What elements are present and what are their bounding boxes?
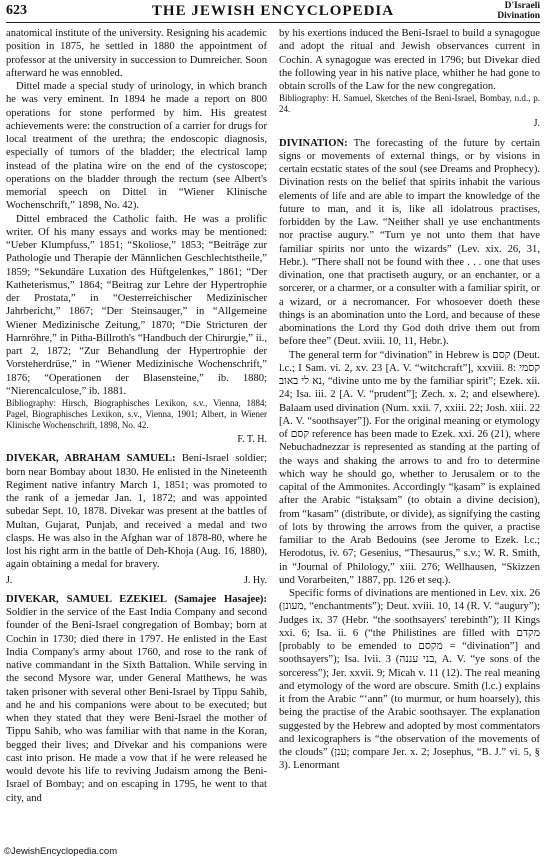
author-signature — [6, 574, 267, 587]
paragraph: Dittel embraced the Catholic faith. He was a prolific writer. Of his many essays and works may be mentioned: “Ueber Klumpfuss,” 1851; “Skoliose,” 1853; “Beiträge zur Pathologie und Therapie der Männlichen Geschlechtstheile,” 1859; “Sekundäre Luxation des Hüftgelenkes,” 1861; “Der Katheterismus,” 1864; “Beitrag zur Lehre der Hypertrophie der Prostata,” in “Oesterreichischer Medizinischer Jahrbericht,” 1867; “Der Steinsauger,” in “Allgemeine Wiener Medizinische Zeitung,” 1870; “Die Stricturen der Harnröhre,” in Pitha-Billroth's “Handbuch der Chirurgie,” ii., part 2, 1872; “Zur Behandlung der Hypertrophie der Vorsteherdrüse,” in “Wiener Medizinische Wochenschrift,” 1876; “Operationen der Blasensteine,” ib. 1880; “Nierencalculose,” ib. 1881. — [6, 213, 267, 397]
article-body: The forecasting of the future by certain signs or movements of external things, or by visions in certain ecstatic states of the soul (see Dreams and Prophecy). Divination rests on the belief that spirits inhabit the various elements of life and are able to impart the knowledge of the future to man, and it is, like all idolatrous practises, forbidden by the Law. “Neither shall ye use enchantments nor practise augury.” “Turn ye not unto them that have familiar spirits nor unto the wizards” (Lev. xix. 26, 31, Hebr.). “There shall not be found with thee . . . one that uses divination, one that practiseth augury, or an enchanter, or a sorcerer, or a charmer, or a consulter with a familiar spirit, or a wizard, or a necromancer. For whosoever doeth these things is an abomination unto the Lord, and because of these abominations the Lord thy God doth drive them out from before thee” (Deut. xviii. 10, 11, Hebr.). — [279, 137, 540, 348]
author-signature: J. — [533, 118, 540, 130]
paragraph: Dittel made a special study of urinology, in which branch he was very eminent. In 1894 he made a report on 800 operations for stone performed by him. His greatest achievements were: the construction of a carrier for drugs for local treatment of the urethra; the endoscopic diagnosis, especially of tumors of the bladder; the electrical lamp instead of the platina wire on the end of the cystoscope; operations on the bladder through the rectum (see Albert's memorial speech on Dittel in “Wiener Klinische Wochenschrift,” 1898, No. 42). — [6, 81, 267, 212]
guide-word-first: D'Israeli — [504, 1, 540, 11]
paragraph: The general term for “divination” in Hebrew is קסם (Deut. l.c.; I Sam. vi. 2, xv. 23 [A. V. “witchcraft”], xxviii. 8: קסמי נא לי באוב, “divine unto me by the familiar spirit”; Ezek. xii. 24; Isa. iii. 2 [A. V. “prudent”]; Zech. x. 2; and elsewhere). Balaam used divination (Num. xxii. 7, xxiii. 22; Josh. xiii. 22 [A. V. “soothsayer”]). For the original meaning or etymology of קסם reference has been made to Ezek. xxi. 26 (21), where Nebuchadnezzar is represented as standing at the parting of the ways and shaking the arrows to and fro to determine which way he should go, whether to Jerusalem or to the capital of the Ammonites. Accordingly “ḳasam” is explained after the Arabic “istaḳsam” (to obtain a divine decision), from “kasam” (distribute, or divide), as signifying the casting of lots by throwing the arrows from the quiver, a practise familiar to the Arab Bedouins (see Jerome to Ezek. l.c.; Herodotus, iv. 67; Gesenius, “Thesaurus,” s.v.; W. R. Smith, in “Journal of Philology,” xiii. 276; Wellhausen, “Skizzen und Vorarbeiten,” 1887, pp. 126 et seq.). — [279, 349, 540, 586]
signature-left: J. — [6, 574, 13, 586]
bibliography: Bibliography: Hirsch, Biographisches Lexikon, s.v., Vienna, 1884; Pagel, Biographisches Lexikon, s.v., Vienna, 1901; Albert, in Wiener Klinische Wochenschrift, 1898, No. 42. — [6, 398, 267, 430]
article-heading: DIVINATION: — [279, 137, 348, 149]
running-title: THE JEWISH ENCYCLOPEDIA — [151, 3, 395, 19]
article-entry — [6, 593, 267, 805]
article-entry — [6, 452, 267, 571]
left-column — [6, 27, 267, 839]
paragraph: by his exertions induced the Beni-Israel to build a synagogue and adopt the ritual and Jewish observances current in Cochin. A synagogue was erected in 1796; but Divekar died the following year in his native place, whither he had gone to obtain scrolls of the Law for the new congregation. — [279, 28, 540, 92]
page-number: 623 — [6, 3, 27, 18]
right-column — [279, 27, 540, 839]
bibliography: Bibliography: H. Samuel, Sketches of the Beni-Israel, Bombay, n.d., p. 24. — [279, 93, 540, 115]
paragraph: Specific forms of divinations are mentioned in Lev. xix. 26 (מעונן, “enchantments”); Deut. xviii. 10, 14 (R. V. “augury”); Judges ix. 37 (Hebr. “the soothsayers' terebinth”); II Kings xxi. 6; Isa. ii. 6 (“the Philistines are filled with מקדם [probably to be emended to מקסם = “divination”] and soothsayers”); Isa. lvii. 3 (בני עננה, A. V. “ye sons of the sorceress”); Jer. xxvii. 9; Micah v. 11 (12). The real meaning and etymology of the word are obscure. Smith (l.c.) explains it from the Arabic “‘ann” (to murmur, or hum hoarsely), this being the practise of the Arabic soothsayer. The explanation suggested by the Hebrew and adopted by most commentators and lexicographers is “the observation of the movements of the clouds” (ענן; compare Jer. x. 2; Josephus, “B. J.” vi. 5, § 3). Lenormant — [279, 588, 540, 772]
article-entry — [279, 137, 540, 349]
guide-word-last: Divination — [497, 11, 540, 21]
header-rule — [6, 22, 540, 23]
paragraph: anatomical institute of the university. Resigning his academic position in 1875, he settled in 1880 the appointment of professor at the university in succession to Dumreicher. Soon afterward he was ennobled. — [6, 28, 267, 79]
guide-words — [497, 1, 540, 21]
article-body: Beni-Israel soldier; born near Bombay about 1830. He enlisted in the Nineteenth Regiment native infantry March 1, 1851; was promoted to the rank of a jemedar Jan. 1, 1872; and was appointed subedar Sept. 10, 1878. Divekar was present at the battles of Multan, Gujarat, Punjab, and received a medal and two clasps. He was also in the Afghan war of 1878-80, where he lost his right arm in the battle of Deh-Khoja (Aug. 16, 1880), again obtaining a medal for bravery. — [6, 453, 267, 571]
article-heading: DIVEKAR, SAMUEL EZEKIEL (Samajee Hasajee): — [6, 593, 267, 605]
author-signature: F. T. H. — [237, 434, 267, 445]
signature-right: J. Hy. — [244, 574, 267, 586]
page-header — [6, 0, 540, 22]
article-heading: DIVEKAR, ABRAHAM SAMUEL: — [6, 453, 176, 465]
article-body: Soldier in the service of the East India Company and second founder of the Beni-Israel congregation of Bombay; born at Cochin in 1730; died there in 1797. He enlisted in the East India Company's army about 1760, and rose to the rank of native commandant in the Sixth Battalion. While serving in the second Mysore war, under General Matthews, he was taken prisoner with several other Beni-Israel by Tippu Sahib, and he and his companions were about to be executed; but when they stated that they were Beni-Israel the mother of Tippu Sahib, who was familiar with that name in the Koran, begged their lives; and Divekar and his companions were cast into prison. He made a vow that if he were released he would devote his life to reviving Judaism among the Beni-Israel of Bombay; and on escaping in 1795, he went to that city, and — [6, 607, 267, 804]
copyright-credit: ©JewishEncyclopedia.com — [4, 846, 118, 857]
